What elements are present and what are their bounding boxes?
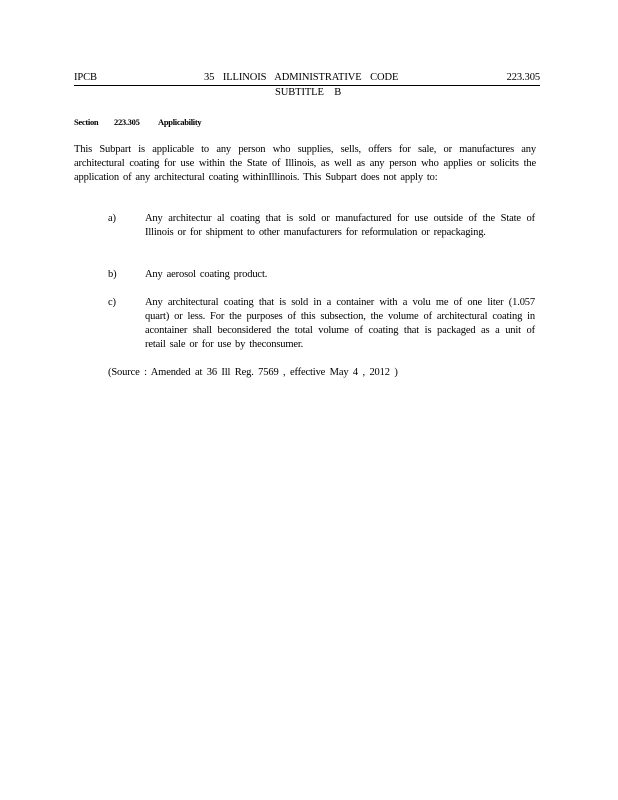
header-code-title: 35 ILLINOIS ADMINISTRATIVE CODE [204, 72, 399, 83]
intro-paragraph: This Subpart is applicable to any person who supplies, sells, offers for sale, or manufactures any architectural coating for use within the State of Illinois, as well as any person who applies or solicits the application of any architectural coating withinIllinois. This Subpart does not apply to: [74, 144, 536, 183]
header-subtitle: SUBTITLE B [275, 87, 342, 98]
page-header [74, 71, 540, 85]
section-label: Section [74, 117, 99, 127]
section-number: 223.305 [114, 117, 140, 127]
section-title: Applicability [158, 117, 202, 127]
list-marker: c) [108, 297, 116, 308]
header-agency: IPCB [74, 72, 97, 83]
list-item-text: Any aerosol coating product. [145, 269, 268, 280]
list-item-text: Any architectural coating that is sold in a container with a volu me of one liter (1.057 quart) or less. For the purposes of this subsection, the volume of architectural coating in acontainer shall beconsidered the total volume of coating that is packaged as a unit of retail sale or for use by theconsumer. [145, 297, 535, 350]
source-note: (Source : Amended at 36 Ill Reg. 7569 , effective May 4 , 2012 ) [108, 367, 398, 378]
list-marker: a) [108, 213, 116, 224]
list-item-text: Any architectur al coating that is sold or manufactured for use outside of the State of Illinois or for shipment to other manufacturers for reformulation or repackaging. [145, 213, 535, 238]
header-section-number: 223.305 [506, 72, 540, 83]
list-marker: b) [108, 269, 117, 280]
